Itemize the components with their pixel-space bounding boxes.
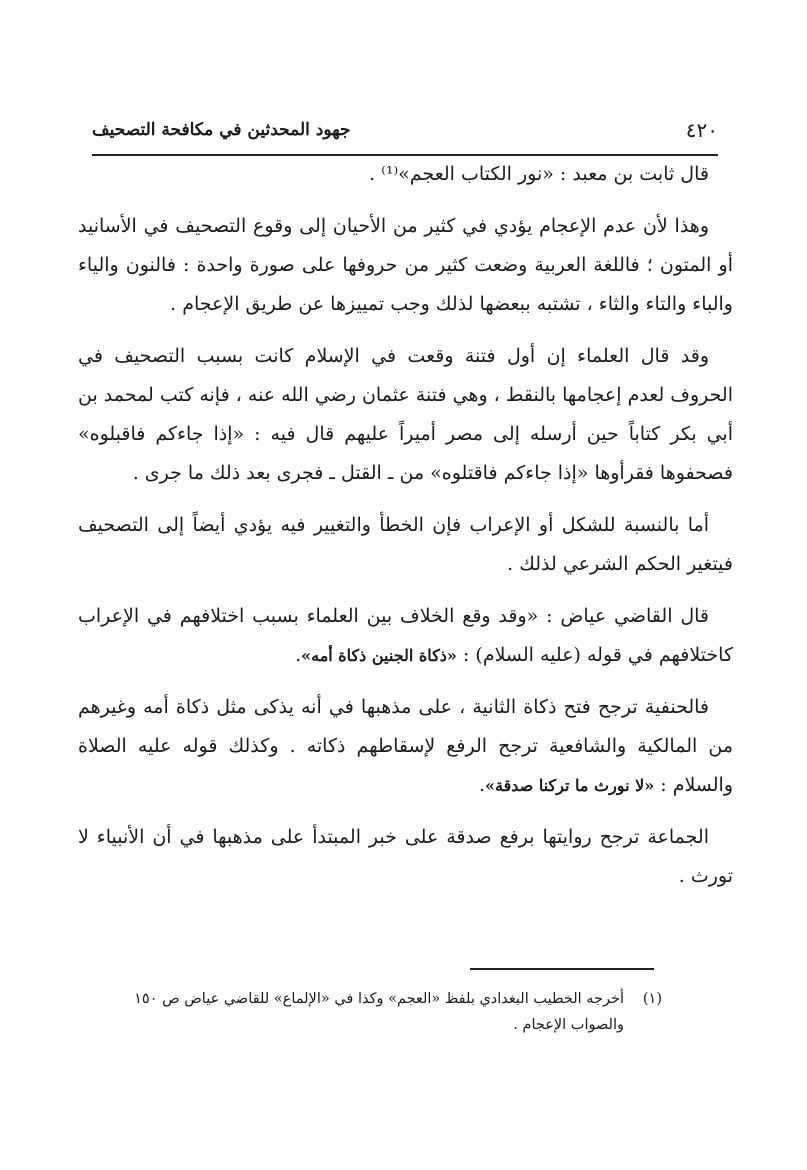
footnote-divider bbox=[470, 968, 654, 970]
paragraph-3: أما بالنسبة للشكل أو الإعراب فإن الخطأ والتغيير فيه يؤدي أيضاً إلى التصحيف فيتغير الحكم الشرعي لذلك . bbox=[78, 514, 733, 575]
footnote-number: (١) bbox=[642, 991, 662, 1007]
paragraph-4 bbox=[78, 597, 733, 675]
main-text bbox=[78, 155, 733, 896]
paragraph-4-end: . bbox=[295, 644, 302, 666]
footnote-text-1: أخرجه الخطيب البغدادي بلفظ «العجم» وكذا في «الإلماع» للقاضي عياض ص ١٥٠ bbox=[134, 991, 624, 1007]
paragraph-4-text: قال القاضي عياض : «وقد وقع الخلاف بين العلماء بسبب اختلافهم في الإعراب كاختلافهم في قوله (عليه السلام) : bbox=[78, 605, 733, 666]
paragraph-5 bbox=[78, 688, 733, 805]
hadith-quote-1: «ذكاة الجنين ذكاة أمه» bbox=[301, 646, 457, 665]
paragraph-1: وهذا لأن عدم الإعجام يؤدي في كثير من الأحيان إلى وقوع التصحيف في الأسانيد أو المتون ؛ فاللغة العربية وضعت كثير من حروفها على صورة واحدة : فالنون والياء والباء والتاء والثاء ، تشتبه ببعضها لذلك وجب تمييزها عن طريق الإعجام . bbox=[78, 215, 733, 315]
page-header bbox=[92, 118, 718, 156]
hadith-quote-2: «لا نورث ما تركنا صدقة» bbox=[485, 776, 655, 795]
paragraph-5-end: . bbox=[479, 774, 486, 796]
footnote-line-2: والصواب الإعجام . bbox=[513, 1017, 624, 1033]
paragraph-2: وقد قال العلماء إن أول فتنة وقعت في الإسلام كانت بسبب التصحيف في الحروف لعدم إعجامها بالنقط ، وهي فتنة عثمان رضي الله عنه ، فإنه كتب لمحمد بن أبي بكر كتاباً حين أرسله إلى مصر أميراً عليهم قال فيه : «إذا جاءكم فاقبلوه» فصحفوها فقرأوها «إذا جاءكم فاقتلوه» من ـ القتل ـ فجرى بعد ذلك ما جرى . bbox=[78, 345, 733, 484]
paragraph-6: الجماعة ترجح روايتها برفع صدقة على خبر المبتدأ على مذهبها في أن الأنبياء لا تورث . bbox=[78, 826, 733, 887]
footnote bbox=[92, 986, 662, 1038]
paragraph-5-text: فالحنفية ترجح فتح ذكاة الثانية ، على مذهبها في أنه يذكى مثل ذكاة أمه وغيرهم من المالكية والشافعية ترجح الرفع لإسقاطهم ذكاته . وكذلك قوله عليه الصلاة والسلام : bbox=[78, 696, 733, 796]
footnote-line-1 bbox=[92, 986, 662, 1012]
page-number: ٤٢٠ bbox=[685, 118, 718, 142]
quote-line: قال ثابت بن معبد : «نور الكتاب العجم»⁽¹⁾ . bbox=[369, 163, 709, 185]
running-title: جهود المحدثين في مكافحة التصحيف bbox=[92, 120, 351, 140]
